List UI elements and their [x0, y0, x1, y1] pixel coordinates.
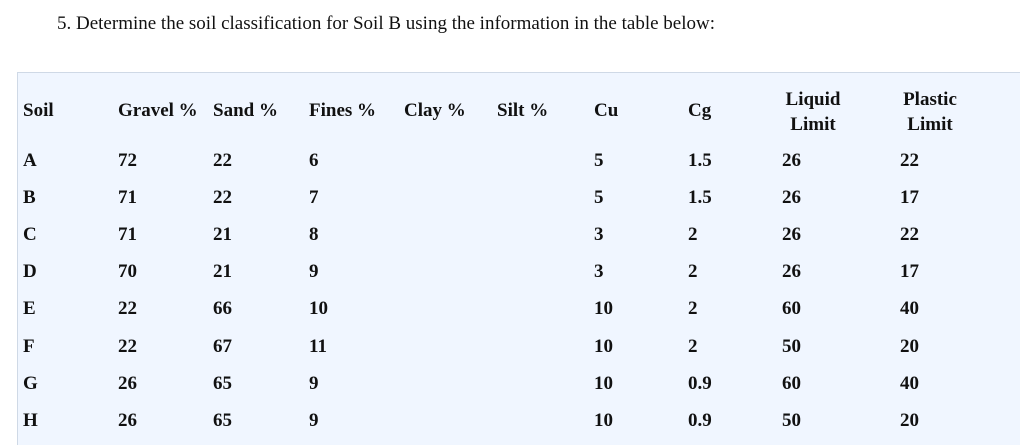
- cell-cg: 0.9: [688, 410, 712, 431]
- cell-soil: B: [23, 187, 36, 208]
- header-clay: Clay %: [404, 100, 466, 121]
- header-soil: Soil: [23, 100, 54, 121]
- header-liquid-limit: [773, 87, 853, 137]
- cell-cu: 10: [594, 336, 613, 357]
- cell-cu: 5: [594, 150, 604, 171]
- cell-gravel: 71: [118, 224, 137, 245]
- cell-gravel: 26: [118, 410, 137, 431]
- cell-sand: 21: [213, 261, 232, 282]
- header-sand: Sand %: [213, 100, 278, 121]
- cell-cg: 2: [688, 261, 698, 282]
- cell-fines: 9: [309, 261, 319, 282]
- cell-plastic: 22: [900, 224, 919, 245]
- cell-liquid: 26: [782, 150, 801, 171]
- cell-liquid: 26: [782, 261, 801, 282]
- cell-fines: 6: [309, 150, 319, 171]
- header-gravel: Gravel %: [118, 100, 198, 121]
- cell-gravel: 71: [118, 187, 137, 208]
- cell-plastic: 40: [900, 298, 919, 319]
- cell-liquid: 60: [782, 373, 801, 394]
- cell-fines: 9: [309, 410, 319, 431]
- cell-cu: 5: [594, 187, 604, 208]
- header-cg: Cg: [688, 100, 712, 121]
- cell-gravel: 72: [118, 150, 137, 171]
- cell-fines: 10: [309, 298, 328, 319]
- header-plastic-limit: [890, 87, 970, 137]
- cell-liquid: 26: [782, 187, 801, 208]
- cell-cu: 3: [594, 224, 604, 245]
- question-text: 5. Determine the soil classification for Soil B using the information in the table below:: [57, 13, 716, 34]
- cell-plastic: 22: [900, 150, 919, 171]
- cell-gravel: 26: [118, 373, 137, 394]
- cell-soil: D: [23, 261, 37, 282]
- cell-liquid: 26: [782, 224, 801, 245]
- cell-liquid: 50: [782, 336, 801, 357]
- cell-cu: 10: [594, 373, 613, 394]
- cell-cg: 1.5: [688, 150, 712, 171]
- header-fines: Fines %: [309, 100, 377, 121]
- cell-cg: 2: [688, 224, 698, 245]
- cell-liquid: 50: [782, 410, 801, 431]
- cell-cg: 2: [688, 336, 698, 357]
- cell-fines: 7: [309, 187, 319, 208]
- cell-cg: 1.5: [688, 187, 712, 208]
- cell-soil: C: [23, 224, 37, 245]
- cell-sand: 22: [213, 187, 232, 208]
- header-silt: Silt %: [497, 100, 549, 121]
- cell-sand: 65: [213, 373, 232, 394]
- cell-plastic: 17: [900, 187, 919, 208]
- header-plastic-line2: Limit: [907, 114, 953, 135]
- cell-cg: 2: [688, 298, 698, 319]
- cell-soil: G: [23, 373, 38, 394]
- cell-fines: 9: [309, 373, 319, 394]
- cell-plastic: 20: [900, 410, 919, 431]
- cell-gravel: 22: [118, 298, 137, 319]
- cell-cu: 3: [594, 261, 604, 282]
- cell-soil: A: [23, 150, 37, 171]
- cell-soil: E: [23, 298, 36, 319]
- cell-plastic: 17: [900, 261, 919, 282]
- cell-fines: 11: [309, 336, 327, 357]
- cell-cu: 10: [594, 410, 613, 431]
- cell-fines: 8: [309, 224, 319, 245]
- cell-sand: 66: [213, 298, 232, 319]
- cell-gravel: 70: [118, 261, 137, 282]
- cell-plastic: 40: [900, 373, 919, 394]
- soil-table: [17, 72, 1020, 445]
- header-liquid-line1: Liquid: [785, 89, 841, 110]
- cell-cg: 0.9: [688, 373, 712, 394]
- cell-soil: H: [23, 410, 38, 431]
- cell-plastic: 20: [900, 336, 919, 357]
- header-cu: Cu: [594, 100, 619, 121]
- cell-liquid: 60: [782, 298, 801, 319]
- cell-gravel: 22: [118, 336, 137, 357]
- cell-sand: 21: [213, 224, 232, 245]
- header-plastic-line1: Plastic: [903, 89, 957, 110]
- cell-sand: 65: [213, 410, 232, 431]
- header-liquid-line2: Limit: [790, 114, 836, 135]
- cell-soil: F: [23, 336, 35, 357]
- cell-cu: 10: [594, 298, 613, 319]
- cell-sand: 22: [213, 150, 232, 171]
- cell-sand: 67: [213, 336, 232, 357]
